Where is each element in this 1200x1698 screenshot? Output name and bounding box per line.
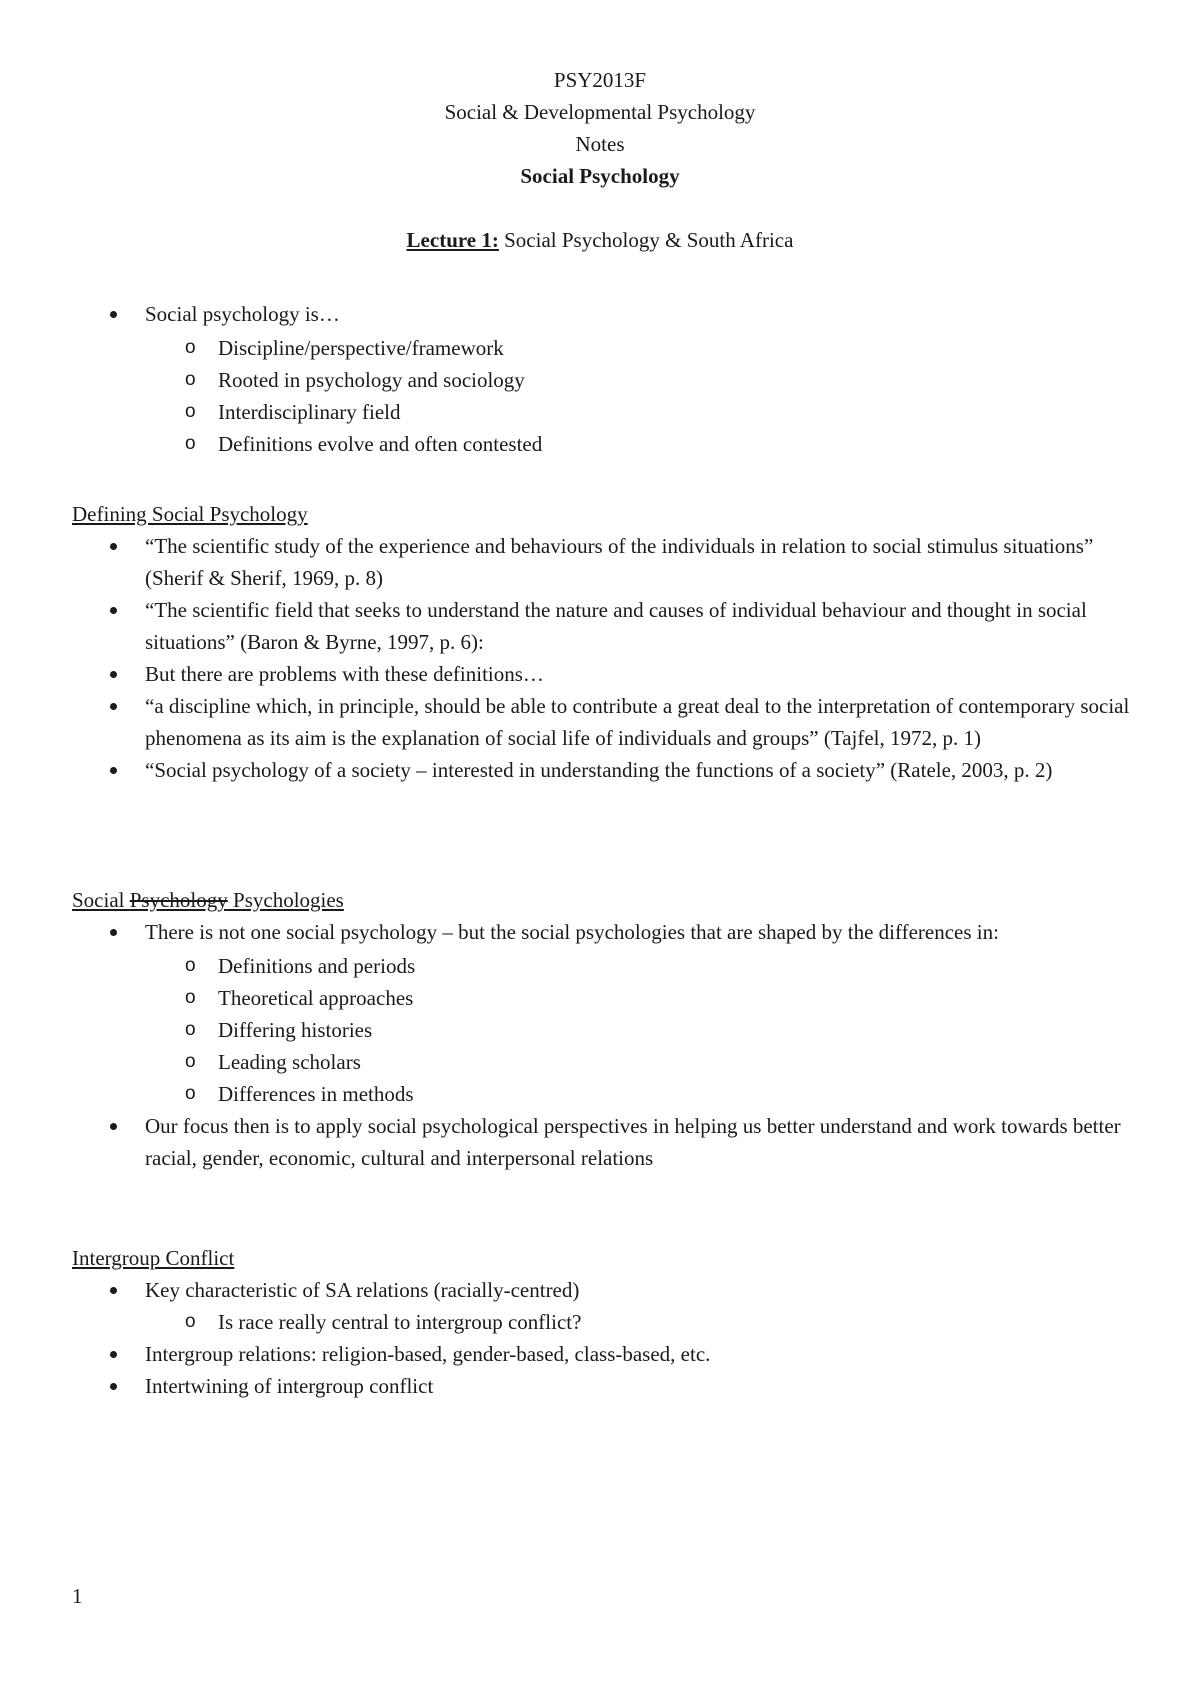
list-item-text: “Social psychology of a society – interested in understanding the functions of a society” (Ratele, 2003, p. 2) [145, 758, 1053, 782]
list-item-text: Our focus then is to apply social psychological perspectives in helping us better understand and work towards better racial, gender, economic, cultural and interpersonal relations [145, 1114, 1121, 1170]
lecture-label: Lecture 1: [406, 228, 499, 252]
sublist-item [145, 396, 1145, 428]
circle-bullet-icon: o [185, 1083, 196, 1104]
sublist-item-text: Differences in methods [218, 1082, 414, 1106]
intro-list [0, 298, 1200, 460]
bullet-icon [110, 311, 117, 318]
sublist-item-text: Theoretical approaches [218, 986, 414, 1010]
psychologies-sublist [145, 950, 1145, 1110]
sublist-item [145, 1046, 1145, 1078]
sublist-item [145, 332, 1145, 364]
intro-bullet-text: Social psychology is… [145, 302, 340, 326]
bullet-icon [110, 1123, 117, 1130]
list-item [0, 530, 1145, 594]
bullet-icon [110, 1351, 117, 1358]
list-item-text: “a discipline which, in principle, should be able to contribute a great deal to the interpretation of contemporary social phenomena as its aim is the explanation of social life of individuals and groups” (Tajfel, 1972, p. 1) [145, 694, 1130, 750]
sublist-item [145, 1306, 1145, 1338]
list-item [0, 298, 1145, 460]
doc-type: Notes [575, 132, 625, 156]
conflict-list [0, 1274, 1200, 1402]
bullet-icon [110, 671, 117, 678]
heading-text-struck: Psychology [129, 888, 228, 912]
bullet-icon [110, 607, 117, 614]
sublist-item [145, 1014, 1145, 1046]
sublist-item [145, 364, 1145, 396]
circle-bullet-icon: o [185, 987, 196, 1008]
circle-bullet-icon: o [185, 433, 196, 454]
list-item-text: Intertwining of intergroup conflict [145, 1374, 434, 1398]
list-item-text: Key characteristic of SA relations (racially-centred) [145, 1278, 580, 1302]
course-code: PSY2013F [553, 68, 647, 92]
list-item [0, 916, 1145, 1110]
defining-list [0, 530, 1200, 786]
list-item [0, 690, 1145, 754]
list-item [0, 1370, 1145, 1402]
list-item [0, 658, 1145, 690]
section-title: Social Psychology [520, 164, 680, 188]
list-item [0, 754, 1145, 786]
sublist-item-text: Definitions evolve and often contested [218, 432, 543, 456]
sublist-item [145, 428, 1145, 460]
list-item [0, 1274, 1145, 1338]
sublist-item [145, 982, 1145, 1014]
heading-conflict: Intergroup Conflict [72, 1246, 235, 1270]
list-item-text: “The scientific study of the experience and behaviours of the individuals in relation to social stimulus situations” (Sherif & Sherif, 1969, p. 8) [145, 534, 1094, 590]
circle-bullet-icon: o [185, 401, 196, 422]
psychologies-list [0, 916, 1200, 1174]
sublist-item-text: Is race really central to intergroup conflict? [218, 1310, 582, 1334]
circle-bullet-icon: o [185, 337, 196, 358]
heading-defining: Defining Social Psychology [72, 502, 308, 526]
sublist-item [145, 950, 1145, 982]
circle-bullet-icon: o [185, 369, 196, 390]
circle-bullet-icon: o [185, 1051, 196, 1072]
page-number: 1 [72, 1584, 83, 1608]
heading-text-end: Psychologies [227, 888, 344, 912]
circle-bullet-icon: o [185, 955, 196, 976]
list-item [0, 1110, 1145, 1174]
lecture-title [0, 224, 1200, 256]
heading-psychologies [72, 884, 344, 916]
list-item-text: There is not one social psychology – but the social psychologies that are shaped by the differences in: [145, 920, 999, 944]
bullet-icon [110, 543, 117, 550]
conflict-sublist [145, 1306, 1145, 1338]
lecture-name: Social Psychology & South Africa [498, 228, 794, 252]
bullet-icon [110, 767, 117, 774]
list-item-text: Intergroup relations: religion-based, gender-based, class-based, etc. [145, 1342, 711, 1366]
heading-text-start: Social [72, 888, 130, 912]
list-item-text: “The scientific field that seeks to understand the nature and causes of individual behaviour and thought in social situations” (Baron & Byrne, 1997, p. 6): [145, 598, 1087, 654]
bullet-icon [110, 703, 117, 710]
bullet-icon [110, 929, 117, 936]
list-item-text: But there are problems with these definitions… [145, 662, 544, 686]
sublist-item [145, 1078, 1145, 1110]
sublist-item-text: Discipline/perspective/framework [218, 336, 504, 360]
list-item [0, 594, 1145, 658]
list-item [0, 1338, 1145, 1370]
bullet-icon [110, 1287, 117, 1294]
bullet-icon [110, 1383, 117, 1390]
circle-bullet-icon: o [185, 1019, 196, 1040]
sublist-item-text: Rooted in psychology and sociology [218, 368, 525, 392]
intro-sublist [145, 332, 1145, 460]
course-title: Social & Developmental Psychology [444, 100, 756, 124]
sublist-item-text: Interdisciplinary field [218, 400, 401, 424]
circle-bullet-icon: o [185, 1311, 196, 1332]
sublist-item-text: Definitions and periods [218, 954, 416, 978]
sublist-item-text: Differing histories [218, 1018, 373, 1042]
sublist-item-text: Leading scholars [218, 1050, 361, 1074]
